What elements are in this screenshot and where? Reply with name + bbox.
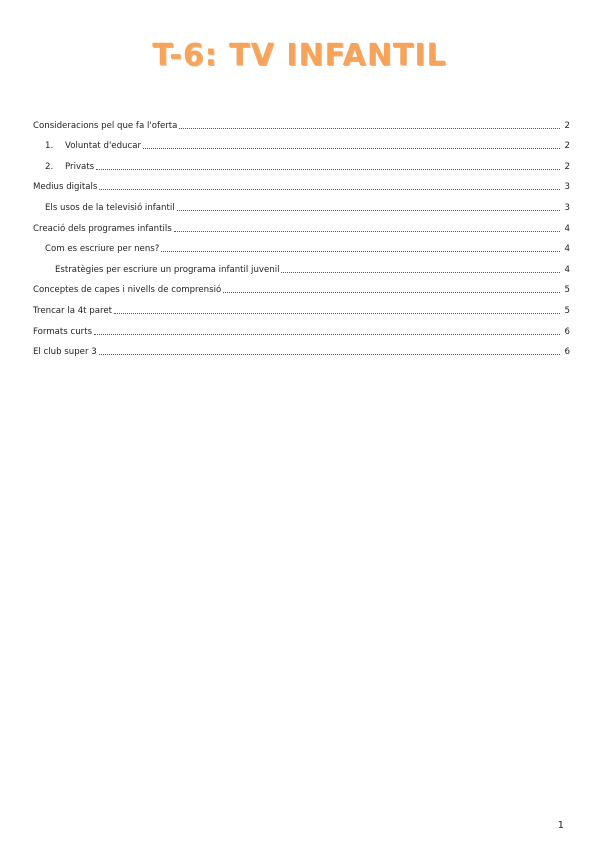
toc-entry-page: 3 [564, 182, 570, 193]
toc-entry-label: Conceptes de capes i nivells de comprensió [33, 285, 222, 296]
toc-entry[interactable] [33, 254, 570, 275]
toc-entry[interactable] [33, 131, 570, 152]
toc-entry-label: El club super 3 [33, 347, 97, 358]
toc-entry-page: 4 [564, 223, 570, 234]
toc-entry[interactable] [33, 172, 570, 193]
toc-entry-page: 2 [564, 141, 570, 152]
toc-entry[interactable] [33, 192, 570, 213]
toc-entry[interactable] [33, 234, 570, 255]
toc-entry-page: 2 [564, 161, 570, 172]
toc-leader [99, 189, 560, 190]
toc-leader [96, 169, 560, 170]
toc-entry-number: 2. [45, 161, 54, 172]
toc-leader [177, 210, 560, 211]
toc-leader [94, 334, 560, 335]
toc-entry[interactable] [33, 275, 570, 296]
toc-entry-page: 3 [564, 202, 570, 213]
toc-entry-page: 4 [564, 244, 570, 255]
toc-leader [174, 231, 560, 232]
toc-entry-page: 4 [564, 264, 570, 275]
toc-entry-page: 6 [564, 326, 570, 337]
toc-entry-label: Medius digitals [33, 182, 98, 193]
toc-entry-label: Els usos de la televisió infantil [45, 202, 175, 213]
toc-leader [114, 313, 560, 314]
toc-leader [161, 251, 560, 252]
toc-entry-label: Com es escriure per nens? [45, 244, 160, 255]
toc-entry-page: 5 [564, 305, 570, 316]
toc-leader [223, 292, 560, 293]
toc-entry-label: Estratègies per escriure un programa infantil juvenil [55, 264, 280, 275]
toc-entry-number: 1. [45, 141, 54, 152]
toc-entry[interactable] [33, 337, 570, 358]
document-title: T-6: TV INFANTIL [152, 38, 447, 73]
toc-entry-page: 6 [564, 347, 570, 358]
toc-entry-label: Formats curts [33, 326, 93, 337]
toc-leader [179, 128, 560, 129]
toc-leader [99, 354, 560, 355]
toc-entry-page: 2 [564, 120, 570, 131]
toc-entry-label: Voluntat d'educar [65, 141, 142, 152]
toc-entry[interactable] [33, 213, 570, 234]
toc-entry-label: Trencar la 4t paret [33, 305, 112, 316]
toc-entry-page: 5 [564, 285, 570, 296]
toc-entry-label: Privats [65, 161, 95, 172]
toc-entry[interactable] [33, 295, 570, 316]
toc-entry-label: Consideracions pel que fa l'oferta [33, 120, 178, 131]
toc-entry-label: Creació dels programes infantils [33, 223, 172, 234]
table-of-contents [33, 110, 570, 357]
page-number: 1 [557, 820, 564, 831]
toc-entry[interactable] [33, 151, 570, 172]
toc-entry[interactable] [33, 316, 570, 337]
toc-leader [281, 272, 560, 273]
toc-entry[interactable] [33, 110, 570, 131]
toc-leader [143, 148, 560, 149]
